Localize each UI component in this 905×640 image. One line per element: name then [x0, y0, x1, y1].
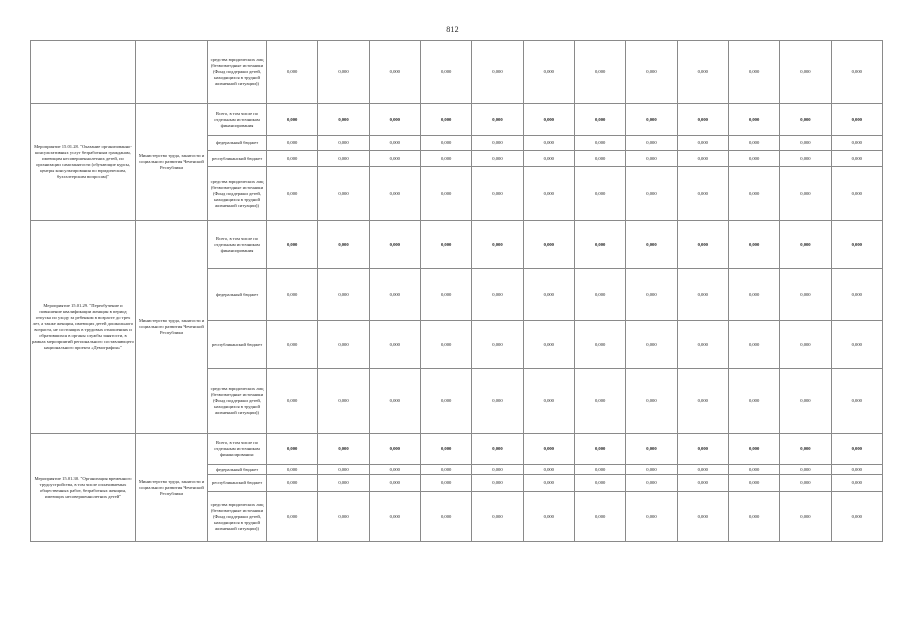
- amount-cell: 0,000: [523, 41, 574, 104]
- amount-cell: 0,000: [626, 434, 677, 465]
- amount-cell: 0,000: [677, 104, 728, 136]
- amount-cell: 0,000: [831, 475, 882, 492]
- amount-cell: 0,000: [626, 167, 677, 221]
- funding-source-cell: Всего, в том числе по отдельным источникам финансирования: [208, 221, 267, 269]
- amount-cell: 0,000: [728, 321, 779, 369]
- amount-cell: 0,000: [267, 221, 318, 269]
- amount-cell: 0,000: [523, 136, 574, 151]
- amount-cell: 0,000: [472, 369, 523, 434]
- amount-cell: 0,000: [574, 475, 625, 492]
- amount-cell: 0,000: [472, 167, 523, 221]
- amount-cell: 0,000: [831, 434, 882, 465]
- amount-cell: 0,000: [267, 465, 318, 475]
- amount-cell: 0,000: [728, 104, 779, 136]
- amount-cell: 0,000: [267, 41, 318, 104]
- amount-cell: 0,000: [523, 269, 574, 321]
- amount-cell: 0,000: [523, 321, 574, 369]
- amount-cell: 0,000: [420, 221, 471, 269]
- amount-cell: 0,000: [677, 369, 728, 434]
- amount-cell: 0,000: [472, 104, 523, 136]
- amount-cell: 0,000: [677, 434, 728, 465]
- table-row: [31, 434, 883, 465]
- amount-cell: 0,000: [318, 269, 369, 321]
- amount-cell: 0,000: [728, 41, 779, 104]
- amount-cell: 0,000: [267, 151, 318, 167]
- budget-table-body: [31, 41, 883, 542]
- budget-table: [30, 40, 883, 542]
- amount-cell: 0,000: [420, 369, 471, 434]
- amount-cell: 0,000: [831, 151, 882, 167]
- amount-cell: 0,000: [472, 475, 523, 492]
- amount-cell: 0,000: [318, 475, 369, 492]
- amount-cell: 0,000: [574, 167, 625, 221]
- amount-cell: 0,000: [626, 465, 677, 475]
- amount-cell: 0,000: [574, 221, 625, 269]
- amount-cell: 0,000: [677, 269, 728, 321]
- amount-cell: 0,000: [369, 465, 420, 475]
- amount-cell: 0,000: [523, 151, 574, 167]
- amount-cell: 0,000: [267, 492, 318, 542]
- amount-cell: 0,000: [267, 321, 318, 369]
- amount-cell: 0,000: [626, 269, 677, 321]
- funding-source-cell: средства юридических лиц (безвозмездные источники (Фонд поддержки детей, находящихся в трудной жизненной ситуации)): [208, 492, 267, 542]
- amount-cell: 0,000: [420, 136, 471, 151]
- amount-cell: 0,000: [677, 41, 728, 104]
- amount-cell: 0,000: [369, 221, 420, 269]
- amount-cell: 0,000: [677, 492, 728, 542]
- amount-cell: 0,000: [728, 465, 779, 475]
- executor-cell: Министерство труда, занятости и социального развития Чеченской Республики: [136, 221, 208, 434]
- amount-cell: 0,000: [831, 492, 882, 542]
- amount-cell: 0,000: [780, 136, 831, 151]
- amount-cell: 0,000: [780, 492, 831, 542]
- amount-cell: 0,000: [318, 465, 369, 475]
- amount-cell: 0,000: [780, 465, 831, 475]
- amount-cell: 0,000: [574, 492, 625, 542]
- amount-cell: 0,000: [472, 136, 523, 151]
- amount-cell: 0,000: [420, 151, 471, 167]
- amount-cell: 0,000: [728, 136, 779, 151]
- amount-cell: 0,000: [420, 492, 471, 542]
- amount-cell: 0,000: [420, 475, 471, 492]
- amount-cell: 0,000: [318, 369, 369, 434]
- amount-cell: 0,000: [369, 104, 420, 136]
- amount-cell: 0,000: [574, 104, 625, 136]
- amount-cell: 0,000: [472, 492, 523, 542]
- amount-cell: 0,000: [369, 369, 420, 434]
- amount-cell: 0,000: [523, 465, 574, 475]
- amount-cell: 0,000: [267, 167, 318, 221]
- measure-name-cell: Мероприятие 15.01.29. "Переобучение и повышение квалификации женщин в период отпуска по уходу за ребенком в возрасте до трех лет, а также женщин, имеющих детей дошкольного возраста, не состоящих в трудовых отношениях и обратившихся в органы службы занятости, в рамках мероприятий регионального составляющего национального проекта «Демография»": [31, 221, 136, 434]
- amount-cell: 0,000: [523, 369, 574, 434]
- amount-cell: 0,000: [574, 369, 625, 434]
- executor-cell: [136, 41, 208, 104]
- executor-cell: Министерство труда, занятости и социального развития Чеченской Республики: [136, 104, 208, 221]
- amount-cell: 0,000: [780, 104, 831, 136]
- amount-cell: 0,000: [472, 321, 523, 369]
- amount-cell: 0,000: [780, 269, 831, 321]
- amount-cell: 0,000: [677, 475, 728, 492]
- amount-cell: 0,000: [677, 136, 728, 151]
- funding-source-cell: Всего, в том числе по отдельным источникам финансирования:: [208, 434, 267, 465]
- funding-source-cell: республиканский бюджет: [208, 475, 267, 492]
- amount-cell: 0,000: [318, 434, 369, 465]
- amount-cell: 0,000: [574, 41, 625, 104]
- amount-cell: 0,000: [369, 167, 420, 221]
- page-number: 812: [446, 25, 459, 34]
- amount-cell: 0,000: [267, 136, 318, 151]
- amount-cell: 0,000: [267, 369, 318, 434]
- measure-name-cell: Мероприятие 15.01.30. "Организация временного трудоустройства, в том числе оплачиваемых общественных работ, безработных женщин, имеющих несовершеннолетних детей": [31, 434, 136, 542]
- amount-cell: 0,000: [831, 465, 882, 475]
- table-row: [31, 104, 883, 136]
- amount-cell: 0,000: [369, 269, 420, 321]
- amount-cell: 0,000: [574, 136, 625, 151]
- amount-cell: 0,000: [472, 465, 523, 475]
- amount-cell: 0,000: [677, 167, 728, 221]
- funding-source-cell: средства юридических лиц (безвозмездные источники (Фонд поддержки детей, находящихся в трудной жизненной ситуации)): [208, 167, 267, 221]
- amount-cell: 0,000: [318, 221, 369, 269]
- funding-source-cell: федеральный бюджет: [208, 136, 267, 151]
- amount-cell: 0,000: [574, 151, 625, 167]
- amount-cell: 0,000: [831, 41, 882, 104]
- amount-cell: 0,000: [780, 475, 831, 492]
- funding-source-cell: федеральный бюджет: [208, 465, 267, 475]
- amount-cell: 0,000: [626, 151, 677, 167]
- amount-cell: 0,000: [523, 104, 574, 136]
- amount-cell: 0,000: [369, 321, 420, 369]
- funding-source-cell: федеральный бюджет: [208, 269, 267, 321]
- amount-cell: 0,000: [831, 269, 882, 321]
- amount-cell: 0,000: [420, 167, 471, 221]
- amount-cell: 0,000: [369, 475, 420, 492]
- amount-cell: 0,000: [626, 475, 677, 492]
- amount-cell: 0,000: [626, 492, 677, 542]
- amount-cell: 0,000: [420, 465, 471, 475]
- amount-cell: 0,000: [780, 321, 831, 369]
- measure-name-cell: [31, 41, 136, 104]
- amount-cell: 0,000: [267, 475, 318, 492]
- amount-cell: 0,000: [318, 41, 369, 104]
- amount-cell: 0,000: [420, 321, 471, 369]
- amount-cell: 0,000: [318, 492, 369, 542]
- amount-cell: 0,000: [728, 492, 779, 542]
- amount-cell: 0,000: [574, 465, 625, 475]
- amount-cell: 0,000: [523, 492, 574, 542]
- amount-cell: 0,000: [420, 434, 471, 465]
- amount-cell: 0,000: [574, 434, 625, 465]
- amount-cell: 0,000: [472, 221, 523, 269]
- amount-cell: 0,000: [626, 104, 677, 136]
- amount-cell: 0,000: [780, 41, 831, 104]
- amount-cell: 0,000: [523, 434, 574, 465]
- amount-cell: 0,000: [728, 151, 779, 167]
- amount-cell: 0,000: [780, 167, 831, 221]
- amount-cell: 0,000: [523, 475, 574, 492]
- amount-cell: 0,000: [267, 104, 318, 136]
- amount-cell: 0,000: [574, 269, 625, 321]
- amount-cell: 0,000: [831, 167, 882, 221]
- funding-source-cell: республиканский бюджет: [208, 321, 267, 369]
- amount-cell: 0,000: [523, 167, 574, 221]
- amount-cell: 0,000: [472, 269, 523, 321]
- amount-cell: 0,000: [677, 465, 728, 475]
- amount-cell: 0,000: [831, 321, 882, 369]
- amount-cell: 0,000: [831, 136, 882, 151]
- amount-cell: 0,000: [318, 136, 369, 151]
- amount-cell: 0,000: [728, 167, 779, 221]
- amount-cell: 0,000: [369, 151, 420, 167]
- table-row: [31, 221, 883, 269]
- amount-cell: 0,000: [318, 104, 369, 136]
- amount-cell: 0,000: [728, 369, 779, 434]
- amount-cell: 0,000: [318, 321, 369, 369]
- amount-cell: 0,000: [626, 369, 677, 434]
- amount-cell: 0,000: [677, 151, 728, 167]
- amount-cell: 0,000: [831, 221, 882, 269]
- funding-source-cell: средства юридических лиц (безвозмездные источники (Фонд поддержки детей, находящихся в трудной жизненной ситуации)): [208, 369, 267, 434]
- measure-name-cell: Мероприятие 15.01.28. "Оказание организованно-консультативных услуг безработным гражданам, имеющим несовершеннолетних детей, по организации самозанятости (обучающие курсы, центры консультирования по юридическим, бухгалтерским вопросам)": [31, 104, 136, 221]
- amount-cell: 0,000: [318, 167, 369, 221]
- amount-cell: 0,000: [523, 221, 574, 269]
- amount-cell: 0,000: [267, 434, 318, 465]
- amount-cell: 0,000: [728, 221, 779, 269]
- amount-cell: 0,000: [420, 41, 471, 104]
- amount-cell: 0,000: [728, 434, 779, 465]
- executor-cell: Министерство труда, занятости и социального развития Чеченской Республики: [136, 434, 208, 542]
- funding-source-cell: Всего, в том числе по отдельным источникам финансирования: [208, 104, 267, 136]
- amount-cell: 0,000: [831, 369, 882, 434]
- amount-cell: 0,000: [267, 269, 318, 321]
- table-row: [31, 41, 883, 104]
- amount-cell: 0,000: [318, 151, 369, 167]
- amount-cell: 0,000: [420, 104, 471, 136]
- amount-cell: 0,000: [626, 136, 677, 151]
- amount-cell: 0,000: [472, 434, 523, 465]
- amount-cell: 0,000: [677, 221, 728, 269]
- amount-cell: 0,000: [626, 221, 677, 269]
- amount-cell: 0,000: [369, 492, 420, 542]
- amount-cell: 0,000: [780, 151, 831, 167]
- amount-cell: 0,000: [728, 475, 779, 492]
- amount-cell: 0,000: [472, 151, 523, 167]
- amount-cell: 0,000: [420, 269, 471, 321]
- amount-cell: 0,000: [626, 41, 677, 104]
- funding-source-cell: средства юридических лиц (безвозмездные источники (Фонд поддержки детей, находящихся в трудной жизненной ситуации)): [208, 41, 267, 104]
- amount-cell: 0,000: [728, 269, 779, 321]
- amount-cell: 0,000: [780, 369, 831, 434]
- amount-cell: 0,000: [574, 321, 625, 369]
- funding-source-cell: республиканский бюджет: [208, 151, 267, 167]
- amount-cell: 0,000: [831, 104, 882, 136]
- amount-cell: 0,000: [780, 221, 831, 269]
- amount-cell: 0,000: [369, 136, 420, 151]
- amount-cell: 0,000: [780, 434, 831, 465]
- amount-cell: 0,000: [369, 434, 420, 465]
- amount-cell: 0,000: [677, 321, 728, 369]
- amount-cell: 0,000: [626, 321, 677, 369]
- amount-cell: 0,000: [472, 41, 523, 104]
- amount-cell: 0,000: [369, 41, 420, 104]
